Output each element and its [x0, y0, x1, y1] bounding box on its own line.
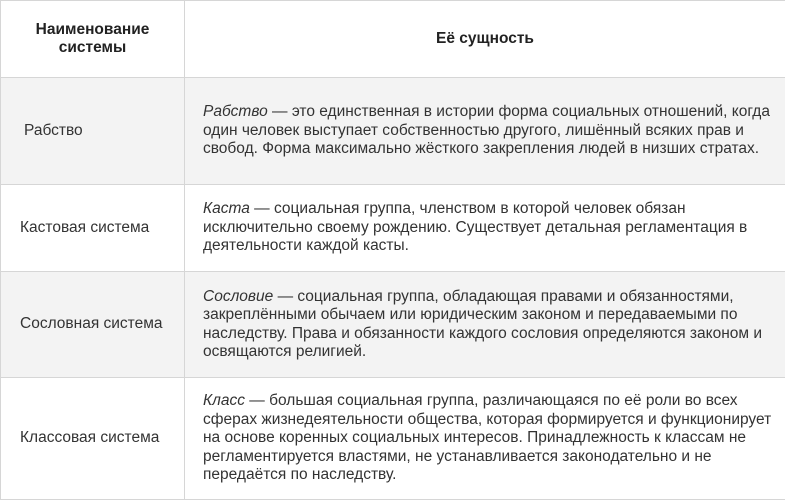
definition-estate: — социальная группа, обладающая правами и обязанностями, закреплёнными обычаем или юридическим законом и передаваемыми по наследству. Права и обязанности каждого сословия определяются законом и освящаются религией.	[203, 288, 762, 361]
system-name-class: Классовая система	[1, 378, 185, 500]
system-description-class	[185, 378, 785, 500]
term-slavery: Рабство	[203, 103, 268, 120]
term-caste: Каста	[203, 200, 250, 217]
table-row	[1, 78, 785, 185]
definition-class: — большая социальная группа, различающаяся по её роли во всех сферах жизнедеятельности общества, которая формируется и функционирует на основе коренных социальных интересов. Принадлежность к классам не регламентируется властями, не устанавливается законодательно и не передаётся по наследству.	[203, 392, 771, 483]
table-row	[1, 185, 785, 272]
definition-slavery: — это единственная в истории форма социальных отношений, когда один человек выступает собственностью другого, лишённый всяких прав и свобод. Форма максимально жёсткого закрепления людей в низших стратах.	[203, 103, 770, 157]
system-name-caste: Кастовая система	[1, 185, 185, 272]
table-row	[1, 378, 785, 500]
header-system-name: Наименование системы	[1, 1, 185, 78]
header-essence: Её сущность	[185, 1, 785, 78]
definition-caste: — социальная группа, членством в которой человек обязан исключительно своему рождению. Существует детальная регламентация в деятельности каждой касты.	[203, 200, 747, 254]
system-description-caste	[185, 185, 785, 272]
system-name-slavery: Рабство	[1, 78, 185, 185]
system-description-slavery	[185, 78, 785, 185]
term-class: Класс	[203, 392, 245, 409]
table-header-row	[1, 1, 785, 78]
system-name-estate: Сословная система	[1, 272, 185, 378]
table-row	[1, 272, 785, 378]
system-description-estate	[185, 272, 785, 378]
term-estate: Сословие	[203, 288, 273, 305]
